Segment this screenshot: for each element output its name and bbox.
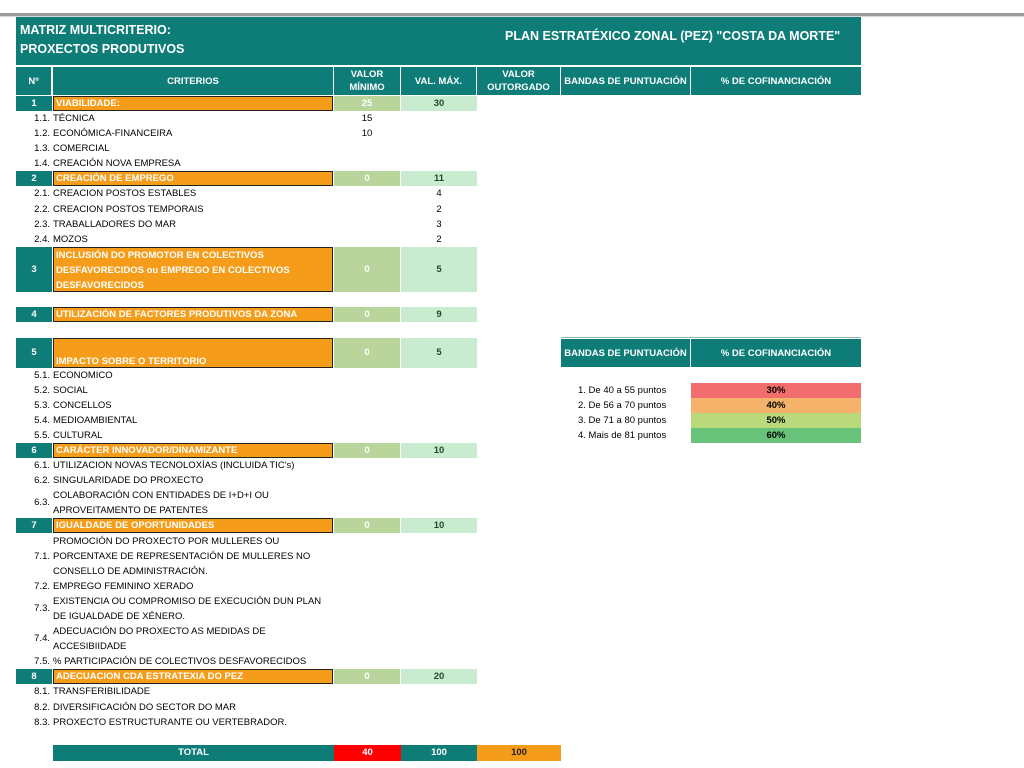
item-label: SOCIAL — [53, 385, 88, 396]
item-label: CULTURAL — [53, 430, 103, 441]
item-max: 2 — [436, 234, 442, 245]
total-outorgado: 100 — [477, 745, 561, 761]
item-num: 1.3. — [34, 143, 50, 154]
item-label: CREACIÓN NOVA EMPRESA — [53, 158, 181, 169]
item-label: ECONOMICO — [53, 370, 113, 381]
item-row-8-3 — [16, 715, 481, 730]
item-label-line: COLABORACIÓN CON ENTIDADES DE I+D+I OU — [53, 490, 269, 501]
item-num: 5.4. — [34, 415, 50, 426]
item-label: ECONÓMICA-FINANCEIRA — [53, 128, 173, 139]
band-label-1: 1. De 40 a 55 puntos — [578, 385, 667, 396]
bands-header-bandas: BANDAS DE PUNTUACIÓN — [561, 339, 691, 367]
item-label: CREACION POSTOS ESTABLES — [53, 188, 197, 199]
item-num: 8.3. — [34, 717, 50, 728]
item-row-1-1 — [16, 111, 481, 126]
item-label: COMERCIAL — [53, 143, 110, 154]
group-max: 11 — [401, 171, 477, 186]
item-num: 7.1. — [34, 551, 50, 562]
item-row-5-5 — [16, 428, 481, 443]
col-header-valor-outorgado-l2: OUTORGADO — [487, 82, 550, 93]
col-header-criterios: CRITERIOS — [53, 67, 334, 95]
item-num: 7.4. — [34, 633, 50, 644]
item-max: 3 — [436, 219, 442, 230]
band-label-4: 4. Mais de 81 puntos — [578, 430, 667, 441]
item-num: 7.2. — [34, 581, 50, 592]
item-row-7-3 — [16, 594, 481, 624]
item-row-2-4 — [16, 232, 481, 247]
item-row-7-2 — [16, 579, 481, 594]
group-min: 0 — [334, 669, 400, 684]
title-line-1: MATRIZ MULTICRITERIO: — [20, 23, 171, 37]
item-label — [53, 624, 333, 654]
plan-title: PLAN ESTRATÉXICO ZONAL (PEZ) "COSTA DA MORTE" — [505, 29, 841, 43]
group-max: 20 — [401, 669, 477, 684]
item-num: 1.2. — [34, 128, 50, 139]
group-row-4 — [16, 307, 481, 322]
item-row-1-3 — [16, 141, 481, 156]
group-num: 2 — [16, 171, 52, 186]
item-num: 6.1. — [34, 460, 50, 471]
item-num: 1.1. — [34, 113, 50, 124]
group-label: IGUALDADE DE OPORTUNIDADES — [53, 518, 333, 533]
group-max: 9 — [401, 307, 477, 322]
col-header-cofinanciacion: % DE COFINANCIACIÓN — [691, 67, 861, 95]
item-label: MEDIOAMBIENTAL — [53, 415, 138, 426]
item-row-5-1 — [16, 368, 481, 383]
item-label: UTILIZACION NOVAS TECNOLOXÍAS (INCLUIDA TIC's) — [53, 460, 295, 471]
item-row-1-2 — [16, 126, 481, 141]
group-max: 5 — [401, 247, 477, 292]
bands-header-cofinanciacion: % DE COFINANCIACIÓN — [691, 339, 861, 367]
item-row-5-3 — [16, 398, 481, 413]
item-label — [53, 594, 333, 624]
matrix-title — [20, 21, 184, 59]
item-row-8-1 — [16, 684, 481, 699]
group-min: 25 — [334, 96, 400, 111]
group-min: 0 — [334, 518, 400, 533]
group-num: 6 — [16, 443, 52, 458]
band-pct-2: 40% — [691, 398, 861, 413]
item-min: 10 — [361, 128, 373, 139]
col-header-num: Nº — [16, 67, 52, 95]
item-label: PROXECTO ESTRUCTURANTE OU VERTEBRADOR. — [53, 717, 288, 728]
item-num: 2.2. — [34, 204, 50, 215]
group-num: 1 — [16, 96, 52, 111]
item-label-line: DE IGUALDADE DE XÉNERO. — [53, 611, 185, 622]
item-label: DIVERSIFICACIÓN DO SECTOR DO MAR — [53, 702, 236, 713]
item-label: EMPREGO FEMININO XERADO — [53, 581, 194, 592]
group-row-3 — [16, 247, 481, 292]
item-row-2-1 — [16, 186, 481, 201]
col-header-valor-outorgado — [477, 67, 561, 95]
group-row-2 — [16, 171, 481, 186]
item-row-1-4 — [16, 156, 481, 171]
item-row-6-3 — [16, 488, 481, 518]
item-label: SINGULARIDADE DO PROXECTO — [53, 475, 204, 486]
group-row-5 — [16, 338, 481, 368]
item-label-line: APROVEITAMENTO DE PATENTES — [53, 505, 209, 516]
group-label: VIABILIDADE: — [53, 96, 333, 111]
item-max: 2 — [436, 204, 442, 215]
group-label: IMPACTO SOBRE O TERRITORIO — [53, 338, 333, 368]
item-label: CONCELLOS — [53, 400, 112, 411]
item-num: 5.1. — [34, 370, 50, 381]
group-max: 10 — [401, 443, 477, 458]
group-min: 0 — [334, 307, 400, 322]
item-row-5-2 — [16, 383, 481, 398]
item-num: 2.3. — [34, 219, 50, 230]
item-label: MOZOS — [53, 234, 88, 245]
group-num: 5 — [16, 338, 52, 368]
group-num: 7 — [16, 518, 52, 533]
col-header-valor-minimo-l2: MÍNIMO — [349, 82, 385, 93]
group-label: UTILIZACIÓN DE FACTORES PRODUTIVOS DA ZONA — [53, 307, 333, 322]
group-max: 5 — [401, 338, 477, 368]
group-row-6 — [16, 443, 481, 458]
item-row-8-2 — [16, 700, 481, 715]
item-row-2-2 — [16, 202, 481, 217]
item-label-line: EXISTENCIA OU COMPROMISO DE EXECUCIÓN DUN PLAN — [53, 596, 322, 607]
title-banner — [16, 17, 861, 65]
group-min: 0 — [334, 338, 400, 368]
band-label-3: 3. De 71 a 80 puntos — [578, 415, 667, 426]
item-label: CREACION POSTOS TEMPORAIS — [53, 204, 204, 215]
group-max: 10 — [401, 518, 477, 533]
col-header-val-max: VAL. MÁX. — [401, 67, 477, 95]
group-min: 0 — [334, 247, 400, 292]
col-header-valor-minimo — [334, 67, 401, 95]
item-num: 8.1. — [34, 686, 50, 697]
group-num: 8 — [16, 669, 52, 684]
item-num: 5.3. — [34, 400, 50, 411]
group-label: CARÁCTER INNOVADOR/DINAMIZANTE — [53, 443, 333, 458]
group-label: ADECUACION CDA ESTRATEXIA DO PEZ — [53, 669, 333, 684]
item-row-7-1 — [16, 534, 481, 579]
title-line-2: PROXECTOS PRODUTIVOS — [20, 42, 185, 56]
group-row-8 — [16, 669, 481, 684]
item-row-2-3 — [16, 217, 481, 232]
group-label — [53, 247, 333, 292]
item-label-line: ADECUACIÓN DO PROXECTO AS MEDIDAS DE — [53, 626, 266, 637]
item-num: 1.4. — [34, 158, 50, 169]
item-label-line: ACCESIBIIDADE — [53, 641, 127, 652]
item-max: 4 — [436, 188, 442, 199]
item-label-line: PROMOCIÓN DO PROXECTO POR MULLERES OU — [53, 536, 280, 547]
item-label-line: PORCENTAXE DE REPRESENTACIÓN DE MULLERES NO — [53, 551, 311, 562]
item-num: 7.3. — [34, 603, 50, 614]
group-label-line: DESFAVORECIDOS ou EMPREGO EN COLECTIVOS — [56, 265, 290, 276]
item-min: 15 — [361, 113, 373, 124]
item-label-line: CONSELLO DE ADMINISTRACIÓN. — [53, 566, 208, 577]
item-num: 5.2. — [34, 385, 50, 396]
bands-top-rule — [561, 337, 861, 338]
band-pct-1: 30% — [691, 383, 861, 398]
item-row-7-4 — [16, 624, 481, 654]
col-header-bandas: BANDAS DE PUNTUACIÓN — [561, 67, 691, 95]
group-row-1 — [16, 96, 481, 111]
group-min: 0 — [334, 171, 400, 186]
item-label — [53, 488, 333, 518]
item-label: TÉCNICA — [53, 113, 95, 124]
item-num: 2.1. — [34, 188, 50, 199]
item-num: 8.2. — [34, 702, 50, 713]
item-num: 5.5. — [34, 430, 50, 441]
group-label: CREACIÓN DE EMPREGO — [53, 171, 333, 186]
group-label-line: DESFAVORECIDOS — [56, 280, 144, 291]
group-row-7 — [16, 518, 481, 533]
item-num: 6.3. — [34, 497, 50, 508]
item-num: 2.4. — [34, 234, 50, 245]
group-label-line: INCLUSIÓN DO PROMOTOR EN COLECTIVOS — [56, 250, 264, 261]
item-row-6-1 — [16, 458, 481, 473]
item-row-6-2 — [16, 473, 481, 488]
item-label: TRANSFERIBILIDADE — [53, 686, 151, 697]
item-label — [53, 534, 333, 579]
group-num: 4 — [16, 307, 52, 322]
item-num: 6.2. — [34, 475, 50, 486]
item-label: % PARTICIPACIÓN DE COLECTIVOS DESFAVORECIDOS — [53, 656, 307, 667]
col-header-valor-minimo-l1: VALOR — [350, 69, 384, 80]
total-label: TOTAL — [53, 745, 334, 761]
item-num: 7.5. — [34, 656, 50, 667]
item-row-7-5 — [16, 654, 481, 669]
band-label-2: 2. De 56 a 70 puntos — [578, 400, 667, 411]
total-min: 40 — [334, 745, 401, 761]
item-row-5-4 — [16, 413, 481, 428]
band-pct-3: 50% — [691, 413, 861, 428]
group-num: 3 — [16, 247, 52, 292]
total-max: 100 — [401, 745, 477, 761]
group-min: 0 — [334, 443, 400, 458]
group-max: 30 — [401, 96, 477, 111]
band-pct-4: 60% — [691, 428, 861, 443]
col-header-valor-outorgado-l1: VALOR — [502, 69, 535, 80]
item-label: TRABALLADORES DO MAR — [53, 219, 176, 230]
